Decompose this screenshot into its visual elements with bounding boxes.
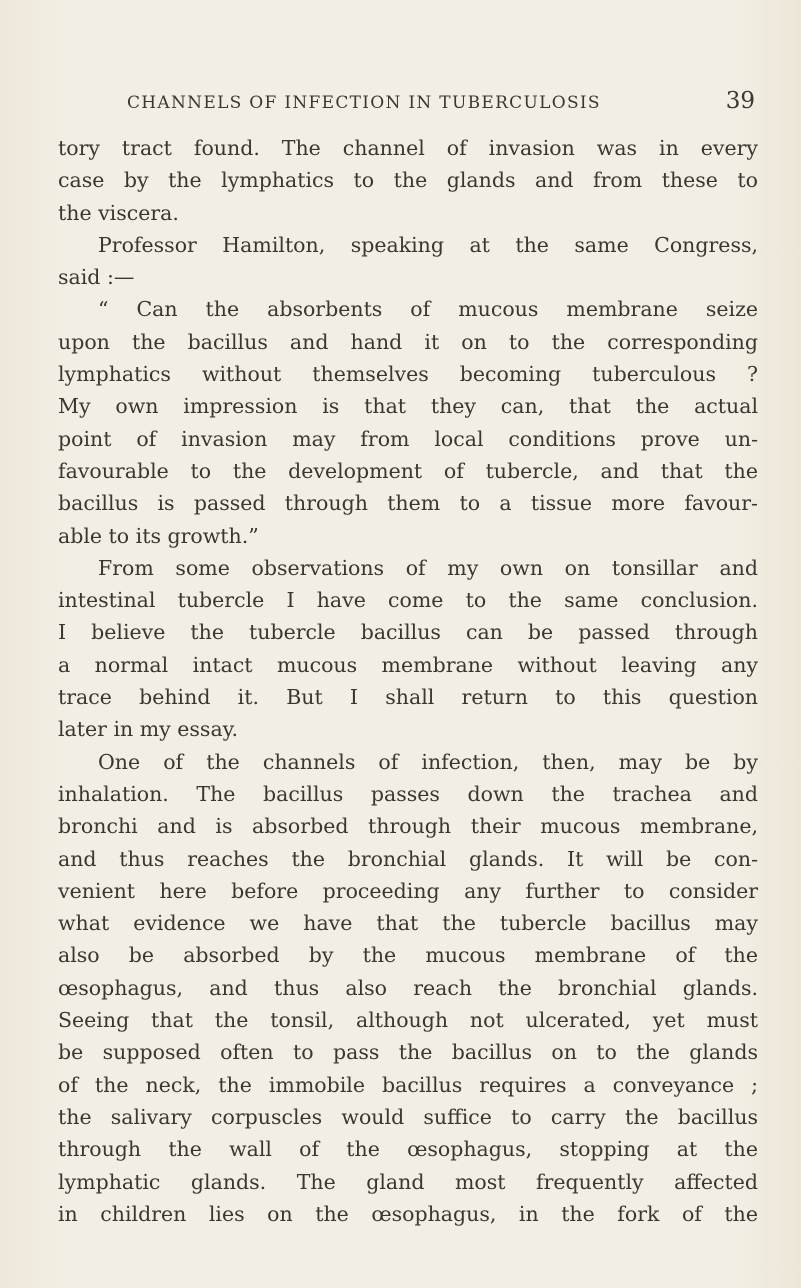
text-line: said :— — [58, 265, 135, 290]
running-title: CHANNELS OF INFECTION IN TUBERCULOSIS — [127, 93, 601, 113]
text-line: case by the lymphatics to the glands and from these to — [58, 168, 758, 193]
text-line: favourable to the development of tubercle, and that the — [58, 458, 758, 483]
text-line: through the wall of the œsophagus, stopping at the — [58, 1137, 758, 1162]
text-line: œsophagus, and thus also reach the bronchial glands. — [58, 975, 758, 1000]
text-line: tory tract found. The channel of invasion was in every — [58, 136, 758, 160]
text-line: intestinal tubercle I have come to the same conclusion. — [58, 588, 758, 613]
text-line: inhalation. The bacillus passes down the trachea and — [58, 781, 758, 806]
text-line: bacillus is passed through them to a tissue more favour- — [58, 491, 758, 516]
text-line: lymphatics without themselves becoming tuberculous ? — [58, 362, 758, 387]
body-text — [58, 132, 758, 1230]
text-line: lymphatic glands. The gland most frequently affected — [58, 1169, 758, 1194]
text-line: upon the bacillus and hand it on to the corresponding — [58, 329, 758, 354]
text-line: also be absorbed by the mucous membrane of the — [58, 943, 758, 968]
text-line: My own impression is that they can, that the actual — [58, 394, 758, 419]
text-line: the viscera. — [58, 200, 179, 225]
text-line: point of invasion may from local conditions prove un- — [58, 426, 758, 451]
text-line: and thus reaches the bronchial glands. It will be con- — [58, 846, 758, 871]
text-line: be supposed often to pass the bacillus on to the glands — [58, 1040, 758, 1065]
text-line: a normal intact mucous membrane without leaving any — [58, 652, 758, 677]
text-line: venient here before proceeding any further to consider — [58, 878, 758, 903]
text-line: able to its growth.” — [58, 523, 259, 548]
text-line: the salivary corpuscles would suffice to carry the bacillus — [58, 1104, 758, 1129]
text-line: trace behind it. But I shall return to this question — [58, 685, 758, 710]
text-line: bronchi and is absorbed through their mucous membrane, — [58, 814, 758, 839]
text-line: From some observations of my own on tonsillar and — [98, 555, 758, 580]
text-line: in children lies on the œsophagus, in the fork of the — [58, 1201, 758, 1226]
text-line: Seeing that the tonsil, although not ulcerated, yet must — [58, 1008, 758, 1033]
text-line: I believe the tubercle bacillus can be passed through — [58, 620, 758, 645]
text-line: later in my essay. — [58, 717, 239, 742]
text-line: Professor Hamilton, speaking at the same Congress, — [98, 232, 758, 257]
text-line: of the neck, the immobile bacillus requires a conveyance ; — [58, 1072, 758, 1097]
page-number: 39 — [725, 88, 755, 114]
text-line: One of the channels of infection, then, may be by — [98, 749, 758, 774]
text-line: what evidence we have that the tubercle bacillus may — [58, 911, 758, 936]
running-head — [60, 88, 760, 122]
text-line: “ Can the absorbents of mucous membrane seize — [98, 297, 758, 322]
